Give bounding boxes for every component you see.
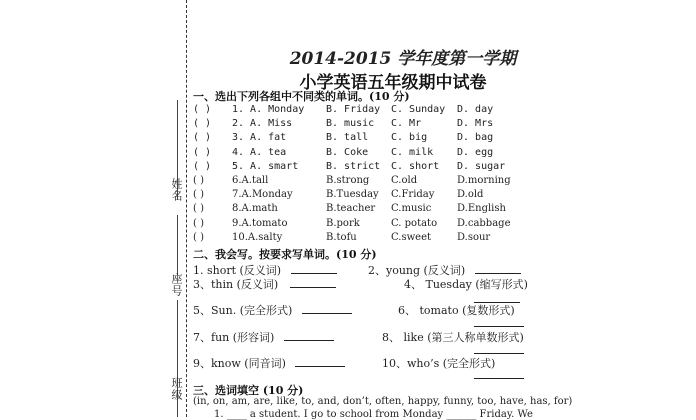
question-6-answer xyxy=(474,316,524,330)
option-b: B. music xyxy=(326,118,375,130)
option-b: B.tofu xyxy=(326,231,357,243)
question-7-text: 7、fun (形容词) xyxy=(193,331,275,344)
paren-blank[interactable]: ( ) xyxy=(193,104,212,115)
answer-blank[interactable] xyxy=(474,316,524,327)
option-a: 3. A. fat xyxy=(232,132,287,144)
question-5-text: 5、Sun. (完全形式) xyxy=(193,304,293,317)
paren-blank[interactable]: ( ) xyxy=(193,160,212,172)
question-8-text: 8、 like (第三人称单数形式) xyxy=(382,331,524,344)
paren-blank[interactable]: ( ) xyxy=(193,118,212,130)
answer-blank[interactable] xyxy=(291,263,337,274)
word-bank: (in, on, am, are, like, to, and, don’t, often, happy, funny, too, have, has, for) xyxy=(193,396,573,407)
answer-blank[interactable] xyxy=(284,330,334,341)
margin-rule-seat xyxy=(177,215,178,275)
option-c: C. big xyxy=(391,132,428,144)
option-c: C.old xyxy=(391,175,418,186)
option-b: B. tall xyxy=(326,132,369,144)
question-3-text: 3、thin (反义词) xyxy=(193,278,279,291)
paren-blank[interactable]: ( ) xyxy=(193,146,212,158)
question-10-answer xyxy=(474,368,524,382)
question-9 xyxy=(193,355,345,371)
option-c: C. potato xyxy=(391,217,438,229)
fill-in-line-1: 1. ____ a student. I go to school from Monday ______ Friday. We xyxy=(214,409,533,420)
question-6-text: 6、 tomato (复数形式) xyxy=(398,304,515,317)
option-c: C. Sunday xyxy=(391,104,446,115)
section3-heading: 三、选词填空 (10 分) xyxy=(193,384,304,397)
answer-blank[interactable] xyxy=(295,356,345,367)
option-a: 2. A. Miss xyxy=(232,118,293,130)
question-2-text: 2、young (反义词) xyxy=(368,264,466,277)
option-c: C. milk xyxy=(391,146,434,158)
option-a: 8.A.math xyxy=(232,203,278,215)
question-4-text: 4、 Tuesday (缩写形式) xyxy=(404,278,528,291)
option-d: D.old xyxy=(457,189,484,201)
answer-blank[interactable] xyxy=(474,368,524,379)
option-a: 1. A. Monday xyxy=(232,104,305,115)
paren-blank[interactable]: ( ) xyxy=(193,217,204,229)
section2-heading: 二、我会写。按要求写单词。(10 分) xyxy=(193,248,377,261)
name-label: 姓名 xyxy=(170,178,183,202)
answer-blank[interactable] xyxy=(474,343,524,354)
option-c: C.sweet xyxy=(391,231,432,243)
paren-blank[interactable]: ( ) xyxy=(193,132,212,144)
question-1-text: 1. short (反义词) xyxy=(193,264,282,277)
option-d: D.sour xyxy=(457,231,491,243)
class-label: 班级 xyxy=(170,377,183,401)
option-b: B. Friday xyxy=(326,104,381,115)
seat-label: 座号 xyxy=(170,273,183,297)
option-b: B. Coke xyxy=(326,146,369,158)
option-d: D. sugar xyxy=(457,160,506,172)
option-c: C.Friday xyxy=(391,189,435,201)
option-d: D.morning xyxy=(457,175,511,186)
option-c: C. short xyxy=(391,160,440,172)
option-a: 4. A. tea xyxy=(232,146,287,158)
question-4 xyxy=(404,276,528,292)
option-b: B. strict xyxy=(326,160,381,172)
exam-title: 小学英语五年级期中试卷 xyxy=(299,73,487,93)
option-d: D. Mrs xyxy=(457,118,494,130)
option-b: B.Tuesday xyxy=(326,189,379,201)
option-d: D. day xyxy=(457,104,494,115)
option-b: B.strong xyxy=(326,175,370,186)
option-a: 7.A.Monday xyxy=(232,189,293,201)
answer-blank[interactable] xyxy=(290,277,336,288)
option-b: B.pork xyxy=(326,217,360,229)
option-a: 5. A. smart xyxy=(232,160,299,172)
option-d: D.cabbage xyxy=(457,217,511,229)
question-10-text: 10、who’s (完全形式) xyxy=(382,357,496,370)
option-d: D.English xyxy=(457,203,506,215)
question-9-text: 9、know (同音词) xyxy=(193,357,286,370)
option-c: C.music xyxy=(391,203,432,215)
paren-blank[interactable]: ( ) xyxy=(193,189,204,201)
question-3 xyxy=(193,276,336,292)
answer-blank[interactable] xyxy=(302,303,352,314)
option-d: D. egg xyxy=(457,146,494,158)
option-a: 9.A.tomato xyxy=(232,217,288,229)
paren-blank[interactable]: ( ) xyxy=(193,231,204,243)
option-d: D. bag xyxy=(457,132,494,144)
option-a: 10.A.salty xyxy=(232,231,283,243)
option-c: C. Mr xyxy=(391,118,422,130)
question-5 xyxy=(193,302,352,318)
option-b: B.teacher xyxy=(326,203,376,215)
answer-blank[interactable] xyxy=(475,263,521,274)
paren-blank[interactable]: ( ) xyxy=(193,175,204,186)
option-a: 6.A.tall xyxy=(232,175,269,186)
section1-heading: 一、选出下列各组中不同类的单词。(10 分) xyxy=(193,90,410,103)
paren-blank[interactable]: ( ) xyxy=(193,203,204,215)
question-7 xyxy=(193,329,334,345)
term-title: 2014-2015 学年度第一学期 xyxy=(289,49,517,69)
